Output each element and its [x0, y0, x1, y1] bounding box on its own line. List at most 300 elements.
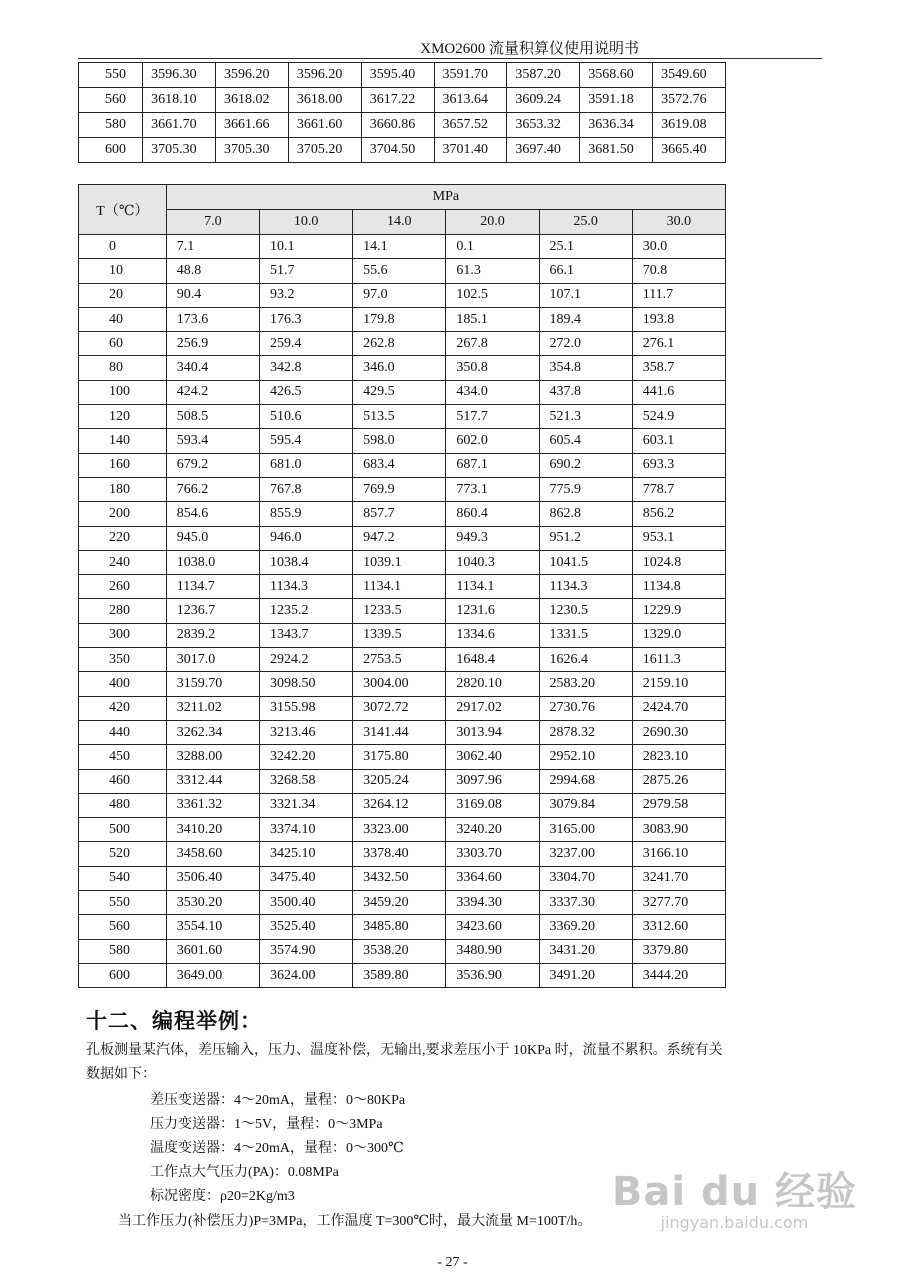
- page-number: - 27 -: [437, 1255, 468, 1270]
- value-cell: 602.0: [446, 429, 539, 453]
- value-cell: 3304.70: [539, 866, 632, 890]
- value-cell: 2875.26: [632, 769, 725, 793]
- value-cell: 603.1: [632, 429, 725, 453]
- temperature-cell: 560: [79, 915, 167, 939]
- value-cell: 25.1: [539, 235, 632, 259]
- value-cell: 3636.34: [580, 113, 653, 138]
- value-cell: 3165.00: [539, 818, 632, 842]
- value-cell: 3657.52: [434, 113, 507, 138]
- value-cell: 3506.40: [166, 866, 259, 890]
- value-cell: 3459.20: [353, 891, 446, 915]
- value-cell: 855.9: [259, 502, 352, 526]
- value-cell: 3525.40: [259, 915, 352, 939]
- value-cell: 2839.2: [166, 623, 259, 647]
- value-cell: 3268.58: [259, 769, 352, 793]
- steam-table-continued: [78, 62, 726, 163]
- value-cell: 2917.02: [446, 696, 539, 720]
- table-row: [79, 550, 726, 574]
- value-cell: 3536.90: [446, 963, 539, 987]
- temperature-cell: 140: [79, 429, 167, 453]
- value-cell: 3619.08: [653, 113, 726, 138]
- table-row: [79, 696, 726, 720]
- value-cell: 508.5: [166, 405, 259, 429]
- value-cell: 517.7: [446, 405, 539, 429]
- value-cell: 1038.4: [259, 550, 352, 574]
- closing-line: 当工作压力(补偿压力)P=3MPa，工作温度 T=300℃时，最大流量 M=100T/h。: [118, 1214, 592, 1229]
- value-cell: 256.9: [166, 332, 259, 356]
- value-cell: 1134.3: [259, 575, 352, 599]
- value-cell: 3458.60: [166, 842, 259, 866]
- value-cell: 3211.02: [166, 696, 259, 720]
- value-cell: 521.3: [539, 405, 632, 429]
- value-cell: 3364.60: [446, 866, 539, 890]
- value-cell: 3175.80: [353, 745, 446, 769]
- temperature-cell: 0: [79, 235, 167, 259]
- temperature-cell: 220: [79, 526, 167, 550]
- table-row: [79, 283, 726, 307]
- value-cell: 946.0: [259, 526, 352, 550]
- temperature-cell: 440: [79, 720, 167, 744]
- temperature-cell: 480: [79, 793, 167, 817]
- value-cell: 605.4: [539, 429, 632, 453]
- value-cell: 107.1: [539, 283, 632, 307]
- value-cell: 2952.10: [539, 745, 632, 769]
- value-cell: 1134.3: [539, 575, 632, 599]
- value-cell: 3704.50: [361, 138, 434, 163]
- spec-item: 压力变送器：1～5V，量程：0～3MPa: [150, 1117, 383, 1132]
- intro-line-1: 孔板测量某汽体，差压输入，压力、温度补偿，无输出,要求差压小于 10KPa 时，流量不累积。系统有关: [86, 1043, 723, 1058]
- page-header: [78, 39, 822, 59]
- value-cell: 3141.44: [353, 720, 446, 744]
- value-cell: 3661.60: [288, 113, 361, 138]
- value-cell: 1611.3: [632, 648, 725, 672]
- value-cell: 1229.9: [632, 599, 725, 623]
- value-cell: 2820.10: [446, 672, 539, 696]
- table-row: [79, 259, 726, 283]
- watermark-brand: Bai du 经验: [611, 1169, 857, 1215]
- value-cell: 3361.32: [166, 793, 259, 817]
- value-cell: 3303.70: [446, 842, 539, 866]
- value-cell: 683.4: [353, 453, 446, 477]
- value-cell: 856.2: [632, 502, 725, 526]
- header-title: XMO2600 流量积算仪使用说明书: [420, 41, 639, 57]
- value-cell: 3697.40: [507, 138, 580, 163]
- value-cell: 1329.0: [632, 623, 725, 647]
- value-cell: 3072.72: [353, 696, 446, 720]
- value-cell: 1339.5: [353, 623, 446, 647]
- value-cell: 2994.68: [539, 769, 632, 793]
- value-cell: 2979.58: [632, 793, 725, 817]
- value-cell: 3568.60: [580, 63, 653, 88]
- value-cell: 947.2: [353, 526, 446, 550]
- value-cell: 767.8: [259, 477, 352, 501]
- value-cell: 3661.66: [216, 113, 289, 138]
- value-cell: 3213.46: [259, 720, 352, 744]
- value-cell: 3554.10: [166, 915, 259, 939]
- table-row: [79, 720, 726, 744]
- temperature-cell: 450: [79, 745, 167, 769]
- value-cell: 262.8: [353, 332, 446, 356]
- table-row: [79, 405, 726, 429]
- value-cell: 1334.6: [446, 623, 539, 647]
- value-cell: 3705.30: [216, 138, 289, 163]
- value-cell: 3617.22: [361, 88, 434, 113]
- value-cell: 189.4: [539, 307, 632, 331]
- value-cell: 3410.20: [166, 818, 259, 842]
- value-cell: 193.8: [632, 307, 725, 331]
- table-row: [79, 963, 726, 987]
- value-cell: 90.4: [166, 283, 259, 307]
- value-cell: 1231.6: [446, 599, 539, 623]
- value-cell: 598.0: [353, 429, 446, 453]
- value-cell: 3004.00: [353, 672, 446, 696]
- value-cell: 3618.10: [143, 88, 216, 113]
- value-cell: 3705.30: [143, 138, 216, 163]
- value-cell: 276.1: [632, 332, 725, 356]
- spec-item: 温度变送器：4～20mA，量程：0～300℃: [150, 1141, 404, 1156]
- temperature-cell: 100: [79, 380, 167, 404]
- value-cell: 3475.40: [259, 866, 352, 890]
- table-row: [79, 866, 726, 890]
- table-row: [79, 915, 726, 939]
- value-cell: 179.8: [353, 307, 446, 331]
- value-cell: 3624.00: [259, 963, 352, 987]
- temperature-cell: 500: [79, 818, 167, 842]
- value-cell: 3169.08: [446, 793, 539, 817]
- value-cell: 3062.40: [446, 745, 539, 769]
- value-cell: 3530.20: [166, 891, 259, 915]
- table-row: [79, 599, 726, 623]
- value-cell: 3574.90: [259, 939, 352, 963]
- value-cell: 350.8: [446, 356, 539, 380]
- temperature-cell: 560: [79, 88, 143, 113]
- value-cell: 3017.0: [166, 648, 259, 672]
- value-cell: 437.8: [539, 380, 632, 404]
- pressure-column-header: 7.0: [166, 210, 259, 235]
- watermark-url: jingyan.baidu.com: [660, 1213, 809, 1232]
- value-cell: 945.0: [166, 526, 259, 550]
- temperature-cell: 460: [79, 769, 167, 793]
- value-cell: 3323.00: [353, 818, 446, 842]
- table-row: [79, 307, 726, 331]
- temperature-cell: 350: [79, 648, 167, 672]
- table-row: [79, 793, 726, 817]
- baidu-watermark: [612, 1160, 857, 1232]
- value-cell: 358.7: [632, 356, 725, 380]
- temperature-cell: 280: [79, 599, 167, 623]
- value-cell: 1134.7: [166, 575, 259, 599]
- value-cell: 3660.86: [361, 113, 434, 138]
- value-cell: 778.7: [632, 477, 725, 501]
- value-cell: 30.0: [632, 235, 725, 259]
- value-cell: 2690.30: [632, 720, 725, 744]
- value-cell: 354.8: [539, 356, 632, 380]
- value-cell: 1134.8: [632, 575, 725, 599]
- table-row: [79, 745, 726, 769]
- value-cell: 3596.20: [288, 63, 361, 88]
- value-cell: 3097.96: [446, 769, 539, 793]
- value-cell: 3237.00: [539, 842, 632, 866]
- section-title: 十二、编程举例：: [86, 1009, 262, 1033]
- value-cell: 2159.10: [632, 672, 725, 696]
- value-cell: 3312.44: [166, 769, 259, 793]
- value-cell: 1343.7: [259, 623, 352, 647]
- value-cell: 1648.4: [446, 648, 539, 672]
- temperature-cell: 300: [79, 623, 167, 647]
- value-cell: 3013.94: [446, 720, 539, 744]
- value-cell: 3394.30: [446, 891, 539, 915]
- table-row: [79, 502, 726, 526]
- value-cell: 3591.70: [434, 63, 507, 88]
- pressure-column-header: 20.0: [446, 210, 539, 235]
- value-cell: 10.1: [259, 235, 352, 259]
- value-cell: 3098.50: [259, 672, 352, 696]
- table-row: [79, 63, 726, 88]
- value-cell: 3337.30: [539, 891, 632, 915]
- value-cell: 111.7: [632, 283, 725, 307]
- value-cell: 259.4: [259, 332, 352, 356]
- value-cell: 185.1: [446, 307, 539, 331]
- value-cell: 14.1: [353, 235, 446, 259]
- table-row: [79, 526, 726, 550]
- value-cell: 3661.70: [143, 113, 216, 138]
- value-cell: 687.1: [446, 453, 539, 477]
- table-row: [79, 356, 726, 380]
- temperature-cell: 400: [79, 672, 167, 696]
- pressure-column-header: 14.0: [353, 210, 446, 235]
- value-cell: 860.4: [446, 502, 539, 526]
- value-cell: 690.2: [539, 453, 632, 477]
- pressure-unit-header: MPa: [166, 185, 725, 210]
- value-cell: 3079.84: [539, 793, 632, 817]
- value-cell: 595.4: [259, 429, 352, 453]
- value-cell: 3485.80: [353, 915, 446, 939]
- temperature-cell: 580: [79, 939, 167, 963]
- table-row: [79, 939, 726, 963]
- value-cell: 3431.20: [539, 939, 632, 963]
- table-row: [79, 235, 726, 259]
- table-row: [79, 623, 726, 647]
- value-cell: 51.7: [259, 259, 352, 283]
- value-cell: 3312.60: [632, 915, 725, 939]
- temperature-cell: 80: [79, 356, 167, 380]
- temperature-cell: 420: [79, 696, 167, 720]
- temperature-header: T（℃）: [79, 185, 167, 235]
- value-cell: 2730.76: [539, 696, 632, 720]
- value-cell: 272.0: [539, 332, 632, 356]
- value-cell: 773.1: [446, 477, 539, 501]
- value-cell: 346.0: [353, 356, 446, 380]
- temperature-cell: 260: [79, 575, 167, 599]
- value-cell: 3083.90: [632, 818, 725, 842]
- table-row: [79, 672, 726, 696]
- value-cell: 3262.34: [166, 720, 259, 744]
- value-cell: 2424.70: [632, 696, 725, 720]
- value-cell: 3432.50: [353, 866, 446, 890]
- value-cell: 1236.7: [166, 599, 259, 623]
- value-cell: 1038.0: [166, 550, 259, 574]
- value-cell: 3591.18: [580, 88, 653, 113]
- spec-item: 标况密度：ρ20=2Kg/m3: [150, 1189, 295, 1204]
- value-cell: 102.5: [446, 283, 539, 307]
- value-cell: 55.6: [353, 259, 446, 283]
- value-cell: 424.2: [166, 380, 259, 404]
- value-cell: 0.1: [446, 235, 539, 259]
- temperature-cell: 540: [79, 866, 167, 890]
- value-cell: 3242.20: [259, 745, 352, 769]
- value-cell: 3589.80: [353, 963, 446, 987]
- value-cell: 1235.2: [259, 599, 352, 623]
- temperature-cell: 580: [79, 113, 143, 138]
- value-cell: 3374.10: [259, 818, 352, 842]
- value-cell: 7.1: [166, 235, 259, 259]
- temperature-cell: 10: [79, 259, 167, 283]
- value-cell: 3609.24: [507, 88, 580, 113]
- value-cell: 3613.64: [434, 88, 507, 113]
- value-cell: 679.2: [166, 453, 259, 477]
- value-cell: 3665.40: [653, 138, 726, 163]
- value-cell: 513.5: [353, 405, 446, 429]
- value-cell: 3264.12: [353, 793, 446, 817]
- temperature-cell: 550: [79, 63, 143, 88]
- value-cell: 61.3: [446, 259, 539, 283]
- value-cell: 3500.40: [259, 891, 352, 915]
- temperature-cell: 20: [79, 283, 167, 307]
- value-cell: 1040.3: [446, 550, 539, 574]
- temperature-cell: 520: [79, 842, 167, 866]
- value-cell: 3572.76: [653, 88, 726, 113]
- value-cell: 3595.40: [361, 63, 434, 88]
- value-cell: 429.5: [353, 380, 446, 404]
- value-cell: 426.5: [259, 380, 352, 404]
- value-cell: 3155.98: [259, 696, 352, 720]
- pressure-column-header: 30.0: [632, 210, 725, 235]
- value-cell: 854.6: [166, 502, 259, 526]
- value-cell: 3538.20: [353, 939, 446, 963]
- value-cell: 857.7: [353, 502, 446, 526]
- value-cell: 173.6: [166, 307, 259, 331]
- value-cell: 3596.30: [143, 63, 216, 88]
- value-cell: 3277.70: [632, 891, 725, 915]
- value-cell: 3491.20: [539, 963, 632, 987]
- value-cell: 1039.1: [353, 550, 446, 574]
- temperature-cell: 180: [79, 477, 167, 501]
- temperature-cell: 120: [79, 405, 167, 429]
- value-cell: 2753.5: [353, 648, 446, 672]
- table-row: [79, 380, 726, 404]
- value-cell: 3369.20: [539, 915, 632, 939]
- value-cell: 3618.02: [216, 88, 289, 113]
- value-cell: 66.1: [539, 259, 632, 283]
- spec-item: 差压变送器：4～20mA，量程：0～80KPa: [150, 1093, 406, 1108]
- value-cell: 3587.20: [507, 63, 580, 88]
- value-cell: 3240.20: [446, 818, 539, 842]
- value-cell: 340.4: [166, 356, 259, 380]
- value-cell: 3549.60: [653, 63, 726, 88]
- value-cell: 1230.5: [539, 599, 632, 623]
- value-cell: 524.9: [632, 405, 725, 429]
- value-cell: 3681.50: [580, 138, 653, 163]
- value-cell: 2823.10: [632, 745, 725, 769]
- temperature-cell: 550: [79, 891, 167, 915]
- value-cell: 3425.10: [259, 842, 352, 866]
- value-cell: 2924.2: [259, 648, 352, 672]
- temperature-cell: 160: [79, 453, 167, 477]
- value-cell: 176.3: [259, 307, 352, 331]
- table-row: [79, 648, 726, 672]
- table-row: [79, 818, 726, 842]
- value-cell: 3288.00: [166, 745, 259, 769]
- table-row: [79, 429, 726, 453]
- value-cell: 3701.40: [434, 138, 507, 163]
- pressure-column-header: 10.0: [259, 210, 352, 235]
- value-cell: 3480.90: [446, 939, 539, 963]
- table-row: [79, 88, 726, 113]
- value-cell: 434.0: [446, 380, 539, 404]
- value-cell: 2583.20: [539, 672, 632, 696]
- table-row: [79, 769, 726, 793]
- value-cell: 97.0: [353, 283, 446, 307]
- value-cell: 441.6: [632, 380, 725, 404]
- value-cell: 949.3: [446, 526, 539, 550]
- value-cell: 953.1: [632, 526, 725, 550]
- value-cell: 3649.00: [166, 963, 259, 987]
- value-cell: 769.9: [353, 477, 446, 501]
- table-row: [79, 138, 726, 163]
- value-cell: 775.9: [539, 477, 632, 501]
- value-cell: 593.4: [166, 429, 259, 453]
- value-cell: 3596.20: [216, 63, 289, 88]
- value-cell: 1233.5: [353, 599, 446, 623]
- table-row: [79, 891, 726, 915]
- temperature-cell: 40: [79, 307, 167, 331]
- spec-item: 工作点大气压力(PA)：0.08MPa: [150, 1165, 339, 1180]
- value-cell: 267.8: [446, 332, 539, 356]
- table-row: [79, 113, 726, 138]
- value-cell: 3205.24: [353, 769, 446, 793]
- value-cell: 1134.1: [446, 575, 539, 599]
- temperature-cell: 240: [79, 550, 167, 574]
- value-cell: 70.8: [632, 259, 725, 283]
- value-cell: 862.8: [539, 502, 632, 526]
- table-row: [79, 453, 726, 477]
- value-cell: 1331.5: [539, 623, 632, 647]
- value-cell: 3618.00: [288, 88, 361, 113]
- table-row: [79, 477, 726, 501]
- value-cell: 3166.10: [632, 842, 725, 866]
- value-cell: 766.2: [166, 477, 259, 501]
- value-cell: 693.3: [632, 453, 725, 477]
- value-cell: 3321.34: [259, 793, 352, 817]
- value-cell: 681.0: [259, 453, 352, 477]
- table-row: [79, 575, 726, 599]
- value-cell: 93.2: [259, 283, 352, 307]
- value-cell: 342.8: [259, 356, 352, 380]
- pressure-column-header: 25.0: [539, 210, 632, 235]
- temperature-cell: 600: [79, 963, 167, 987]
- table-row: [79, 842, 726, 866]
- table-row: [79, 332, 726, 356]
- value-cell: 3653.32: [507, 113, 580, 138]
- value-cell: 3444.20: [632, 963, 725, 987]
- value-cell: 3241.70: [632, 866, 725, 890]
- value-cell: 1041.5: [539, 550, 632, 574]
- value-cell: 2878.32: [539, 720, 632, 744]
- value-cell: 1626.4: [539, 648, 632, 672]
- steam-enthalpy-table: [78, 184, 726, 988]
- value-cell: 3423.60: [446, 915, 539, 939]
- value-cell: 510.6: [259, 405, 352, 429]
